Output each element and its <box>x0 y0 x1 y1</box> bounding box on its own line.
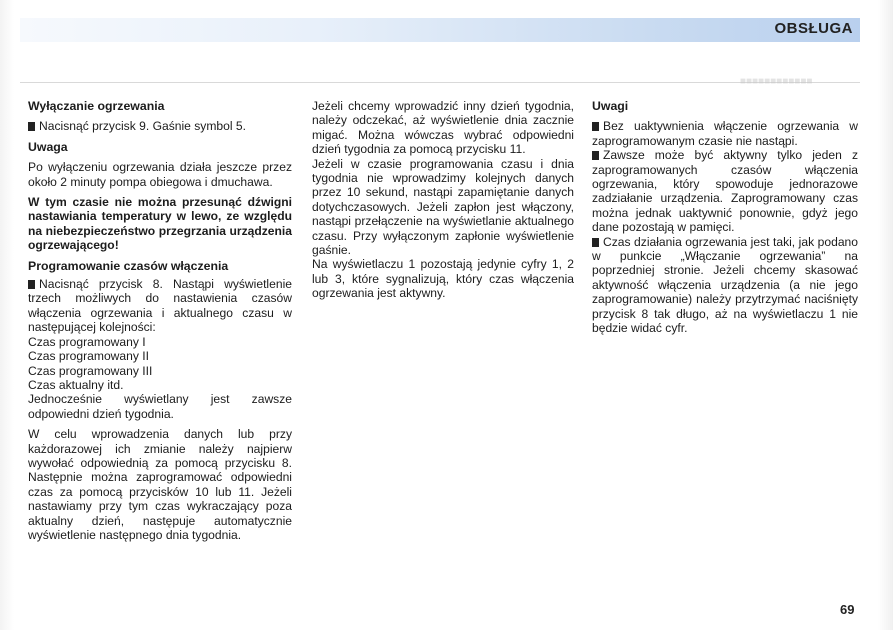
heading-wylaczanie: Wyłączanie ogrzewania <box>28 99 165 113</box>
list-item: Czas programowany I <box>28 334 146 349</box>
instruction-press-9-text: Nacisnąć przycisk 9. Gaśnie symbol 5. <box>39 119 247 134</box>
remark-duration-text: Czas działania ogrzewania jest taki, jak podano w punkcie „Włączanie ogrzewania” na poprzedniej stronie. Jeżeli chcemy skasować aktywność włączenia urządzenia (a nie jego zaprogramowanie) należy przytrzymać naciśnięty przycisk 8 tak długo, aż na wyświetlaczu 1 nie będzie widać cyfr. <box>592 234 858 336</box>
heading-uwagi: Uwagi <box>592 99 629 113</box>
paragraph-active-digit: Na wyświetlaczu 1 pozostają jedynie cyfry 1, 2 lub 3, które sygnalizują, który czas włączenia ogrzewania jest aktywny. <box>312 257 574 301</box>
warning-text: W tym czasie nie można przesunąć dźwigni nastawiania temperatury w lewo, ze względu na niebezpieczeństwo przegrzania urządzenia ogrzewającego! <box>28 195 292 253</box>
column-middle <box>312 99 574 307</box>
header-divider <box>20 82 860 83</box>
list-item: Czas programowany II <box>28 349 149 364</box>
section-title: OBSŁUGA <box>774 20 853 37</box>
column-left <box>28 99 292 548</box>
instruction-set-time: W celu wprowadzenia danych lub przy każdorazowej ich zmianie należy najpierw wywołać odpowiednią za pomocą przycisku 8. Następnie można zaprogramować odpowiedni czas za pomocą przycisków 10 lub 11. Jeżeli nastawiamy przy tym czas wykraczający poza aktualny dzień, następuje automatycznie wyświetlenie następnego dnia tygodnia. <box>28 427 292 542</box>
remark-single-active <box>592 148 858 234</box>
remark-duration <box>592 235 858 336</box>
list-item: Czas programowany III <box>28 363 153 378</box>
remark-single-active-text: Zawsze może być aktywny tylko jeden z zaprogramowanych czasów włączenia ogrzewania, który spowoduje jednorazowe zadziałanie urządzenia. Zaprogramowany czas można jednak uaktywnić ponownie, gdyż jego dane pozostają w pamięci. <box>592 148 858 235</box>
instruction-press-9 <box>28 119 292 133</box>
paragraph-change-day: Jeżeli chcemy wprowadzić inny dzień tygodnia, należy odczekać, aż wyświetlenie dnia zacznie migać. Można wówczas wybrać odpowiedni dzień tygodnia za pomocą przycisku 11. <box>312 99 574 157</box>
heading-uwaga: Uwaga <box>28 139 68 154</box>
paragraph-autosave: Jeżeli w czasie programowania czasu i dnia tygodnia nie wprowadzimy kolejnych danych przez 10 sekund, nastąpi zapamiętanie danych dotychczasowych. Jeżeli zapłon jest włączony, nastąpi przełączenie na wyświetlanie aktualnego czasu. Przy wyłączonym zapłonie wyświetlenie gaśnie. <box>312 156 574 258</box>
remark-activation <box>592 119 858 148</box>
program-times-list <box>28 335 292 393</box>
remark-activation-text: Bez uaktywnienia włączenie ogrzewania w zaprogramowanym czasie nie nastąpi. <box>592 119 858 148</box>
instruction-press-8-text: Nacisnąć przycisk 8. Nastąpi wyświetlenie trzech możliwych do nastawienia czasów włączenia ogrzewania i aktualnego czasu w następującej kolejności: <box>28 277 292 335</box>
instruction-press-8 <box>28 277 292 335</box>
show-through-decoration: ■■■■■■■■■■■■ <box>740 76 813 87</box>
heading-programowanie: Programowanie czasów włączenia <box>28 258 229 273</box>
header-band <box>20 18 860 42</box>
note-pump: Po wyłączeniu ogrzewania działa jeszcze przez około 2 minuty pompa obiegowa i dmuchawa. <box>28 160 292 189</box>
note-weekday: Jednocześnie wyświetlany jest zawsze odpowiedni dzień tygodnia. <box>28 392 292 421</box>
column-right <box>592 99 858 342</box>
list-item: Czas aktualny itd. <box>28 377 124 392</box>
page-number: 69 <box>840 602 855 617</box>
